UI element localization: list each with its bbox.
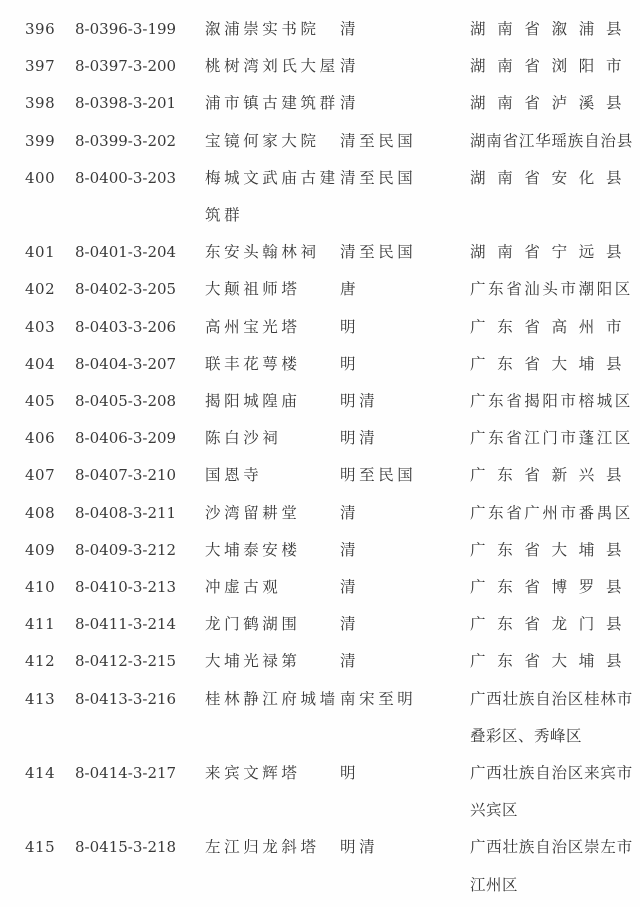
site-name-cell xyxy=(205,346,340,383)
site-location-cell xyxy=(470,160,640,197)
site-code: 8-0410-3-213 xyxy=(75,578,177,597)
row-number: 405 xyxy=(25,392,56,411)
site-code-cell xyxy=(75,309,205,346)
site-name-line: 大埔泰安楼 xyxy=(205,541,301,559)
site-era-cell xyxy=(340,495,470,532)
site-location-line: 广西壮族自治区桂林市 xyxy=(470,690,634,708)
row-number: 410 xyxy=(25,578,56,597)
site-location-cell xyxy=(470,48,640,85)
site-location-cell xyxy=(470,271,640,308)
site-code-cell xyxy=(75,123,205,160)
site-location-cell xyxy=(470,755,640,829)
row-number-cell xyxy=(25,643,75,680)
site-era-cell xyxy=(340,606,470,643)
site-location-line: 广西壮族自治区崇左市 xyxy=(470,839,634,857)
row-number-cell xyxy=(25,160,75,197)
site-name-line: 桃树湾刘氏大屋 xyxy=(205,58,339,76)
site-code: 8-0412-3-215 xyxy=(75,652,177,671)
site-name-line: 龙门鹤湖围 xyxy=(205,616,301,634)
site-era-cell xyxy=(340,681,470,718)
site-code: 8-0413-3-216 xyxy=(75,689,177,708)
site-name-cell xyxy=(205,643,340,680)
site-location-line: 广东省汕头市潮阳区 xyxy=(470,281,633,299)
site-era-cell xyxy=(340,123,470,160)
site-era-cell xyxy=(340,271,470,308)
site-code-cell xyxy=(75,643,205,680)
site-era: 明清 xyxy=(340,430,379,448)
site-era: 清 xyxy=(340,504,360,522)
site-location-cell xyxy=(470,569,640,606)
row-number: 409 xyxy=(25,540,56,559)
table-row xyxy=(25,309,640,346)
site-name-cell xyxy=(205,85,340,122)
site-era: 明至民国 xyxy=(340,467,417,485)
site-name-line: 溆浦崇实书院 xyxy=(205,21,320,38)
site-name-cell xyxy=(205,457,340,494)
site-code-cell xyxy=(75,532,205,569)
site-location-cell xyxy=(470,829,640,903)
table-row xyxy=(25,383,640,420)
site-name-line: 左江归龙斜塔 xyxy=(205,839,320,857)
site-code: 8-0405-3-208 xyxy=(75,392,177,411)
site-name-line: 揭阳城隍庙 xyxy=(205,393,301,411)
row-number: 401 xyxy=(25,243,56,262)
site-era-cell xyxy=(340,420,470,457)
site-era-cell xyxy=(340,829,470,866)
site-code-cell xyxy=(75,271,205,308)
site-era-cell xyxy=(340,569,470,606)
site-era: 清 xyxy=(340,95,360,113)
row-number-cell xyxy=(25,457,75,494)
site-code: 8-0415-3-218 xyxy=(75,838,177,857)
row-number-cell xyxy=(25,383,75,420)
site-era-cell xyxy=(340,11,470,48)
site-name-line: 联丰花萼楼 xyxy=(205,355,301,373)
site-location-cell xyxy=(470,495,640,532)
site-name-cell xyxy=(205,681,340,718)
site-location-line: 广东省高州市 xyxy=(470,318,634,336)
table-row xyxy=(25,234,640,271)
site-code-cell xyxy=(75,755,205,792)
site-code: 8-0399-3-202 xyxy=(75,131,177,150)
table-row xyxy=(25,346,640,383)
table-row xyxy=(25,160,640,234)
row-number-cell xyxy=(25,606,75,643)
site-location-line: 广东省博罗县 xyxy=(470,579,634,597)
site-era: 清 xyxy=(340,541,360,559)
site-era: 清 xyxy=(340,58,360,76)
row-number: 404 xyxy=(25,354,56,373)
site-era: 明清 xyxy=(340,839,379,857)
site-name-line: 来宾文辉塔 xyxy=(205,765,301,783)
site-name-cell xyxy=(205,755,340,792)
site-code: 8-0403-3-206 xyxy=(75,317,177,336)
site-location-line: 广东省龙门县 xyxy=(470,616,634,634)
site-code: 8-0407-3-210 xyxy=(75,466,177,485)
site-code: 8-0411-3-214 xyxy=(75,615,177,634)
site-code-cell xyxy=(75,457,205,494)
site-location-line: 广东省广州市番禺区 xyxy=(470,504,633,522)
site-name-cell xyxy=(205,569,340,606)
site-location-line: 广东省大埔县 xyxy=(470,355,634,373)
site-name-cell xyxy=(205,160,340,234)
site-name-cell xyxy=(205,495,340,532)
row-number-cell xyxy=(25,681,75,718)
row-number: 398 xyxy=(25,94,56,113)
site-location-line: 湖南省安化县 xyxy=(470,169,634,187)
site-location-cell xyxy=(470,11,640,48)
table-row xyxy=(25,420,640,457)
site-name-line: 宝镜何家大院 xyxy=(205,132,320,150)
row-number-cell xyxy=(25,569,75,606)
table-row xyxy=(25,755,640,829)
site-era-cell xyxy=(340,234,470,271)
site-location-cell xyxy=(470,234,640,271)
site-location-cell xyxy=(470,85,640,122)
site-code: 8-0396-3-199 xyxy=(75,20,177,38)
row-number-cell xyxy=(25,85,75,122)
table-row xyxy=(25,532,640,569)
row-number: 399 xyxy=(25,131,56,150)
site-name-cell xyxy=(205,271,340,308)
site-location-cell xyxy=(470,346,640,383)
site-era-cell xyxy=(340,160,470,197)
site-name-line: 桂林静江府城墙 xyxy=(205,690,339,708)
site-era-cell xyxy=(340,346,470,383)
site-code-cell xyxy=(75,829,205,866)
site-code-cell xyxy=(75,495,205,532)
site-code-cell xyxy=(75,569,205,606)
row-number: 408 xyxy=(25,503,56,522)
site-era-cell xyxy=(340,532,470,569)
row-number: 396 xyxy=(25,20,56,38)
site-code: 8-0402-3-205 xyxy=(75,280,177,299)
site-location-cell xyxy=(470,681,640,755)
table-row xyxy=(25,85,640,122)
site-location-line: 湖南省宁远县 xyxy=(470,244,634,262)
site-era: 明 xyxy=(340,318,360,336)
site-name-cell xyxy=(205,606,340,643)
site-era-cell xyxy=(340,457,470,494)
site-code: 8-0404-3-207 xyxy=(75,354,177,373)
heritage-table xyxy=(25,11,640,904)
site-location-cell xyxy=(470,383,640,420)
site-name-line: 大颠祖师塔 xyxy=(205,281,301,299)
site-location-line: 广西壮族自治区来宾市 xyxy=(470,765,634,783)
row-number-cell xyxy=(25,234,75,271)
site-code-cell xyxy=(75,420,205,457)
site-era-cell xyxy=(340,85,470,122)
site-name-cell xyxy=(205,234,340,271)
table-row xyxy=(25,457,640,494)
site-location-cell xyxy=(470,309,640,346)
row-number: 411 xyxy=(25,615,56,634)
site-code-cell xyxy=(75,606,205,643)
site-code: 8-0408-3-211 xyxy=(75,503,177,522)
site-name-line: 梅城文武庙古建 xyxy=(205,169,339,187)
table-row xyxy=(25,681,640,755)
site-era: 唐 xyxy=(340,281,360,299)
table-row xyxy=(25,829,640,903)
row-number: 413 xyxy=(25,689,56,708)
site-era: 明 xyxy=(340,355,360,373)
site-era: 清至民国 xyxy=(340,169,417,187)
site-name-line: 高州宝光塔 xyxy=(205,318,301,336)
table-row xyxy=(25,606,640,643)
site-location-line: 湖南省溆浦县 xyxy=(470,21,634,38)
site-era: 南宋至明 xyxy=(340,690,417,708)
row-number: 402 xyxy=(25,280,56,299)
site-name-cell xyxy=(205,123,340,160)
table-row xyxy=(25,643,640,680)
row-number-cell xyxy=(25,532,75,569)
row-number-cell xyxy=(25,495,75,532)
row-number-cell xyxy=(25,420,75,457)
row-number-cell xyxy=(25,271,75,308)
site-code-cell xyxy=(75,383,205,420)
site-name-line: 陈白沙祠 xyxy=(205,430,282,448)
site-name-cell xyxy=(205,309,340,346)
row-number-cell xyxy=(25,346,75,383)
site-location-line: 广东省江门市蓬江区 xyxy=(470,430,633,448)
site-era: 清 xyxy=(340,616,360,634)
site-code: 8-0414-3-217 xyxy=(75,764,177,783)
site-code: 8-0400-3-203 xyxy=(75,168,177,187)
site-era: 清至民国 xyxy=(340,132,417,150)
row-number: 412 xyxy=(25,652,56,671)
site-era-cell xyxy=(340,643,470,680)
site-location-cell xyxy=(470,606,640,643)
row-number-cell xyxy=(25,123,75,160)
site-location-line: 广东省新兴县 xyxy=(470,467,634,485)
row-number: 414 xyxy=(25,764,56,783)
site-name-line: 国恩寺 xyxy=(205,467,263,485)
row-number: 407 xyxy=(25,466,56,485)
site-name-line: 筑群 xyxy=(205,207,244,225)
site-location-cell xyxy=(470,420,640,457)
site-code: 8-0409-3-212 xyxy=(75,540,177,559)
site-era: 明清 xyxy=(340,393,379,411)
site-code: 8-0397-3-200 xyxy=(75,57,177,76)
site-location-line: 湖南省泸溪县 xyxy=(470,95,634,113)
site-location-line: 湖南省江华瑶族自治县 xyxy=(470,132,634,150)
site-location-line: 广东省揭阳市榕城区 xyxy=(470,393,633,411)
row-number: 406 xyxy=(25,429,56,448)
site-code: 8-0401-3-204 xyxy=(75,243,177,262)
site-code-cell xyxy=(75,11,205,48)
site-era: 清 xyxy=(340,653,360,671)
table-row xyxy=(25,123,640,160)
site-location-line: 湖南省浏阳市 xyxy=(470,58,634,76)
table-row xyxy=(25,11,640,48)
site-era: 清至民国 xyxy=(340,244,417,262)
site-location-line: 江州区 xyxy=(470,876,519,894)
site-code-cell xyxy=(75,160,205,197)
site-location-line: 广东省大埔县 xyxy=(470,653,634,671)
site-era-cell xyxy=(340,383,470,420)
row-number-cell xyxy=(25,11,75,48)
site-name-line: 大埔光禄第 xyxy=(205,653,301,671)
table-row xyxy=(25,569,640,606)
row-number-cell xyxy=(25,829,75,866)
site-location-cell xyxy=(470,532,640,569)
site-location-line: 兴宾区 xyxy=(470,802,519,820)
site-name-cell xyxy=(205,48,340,85)
site-name-line: 沙湾留耕堂 xyxy=(205,504,301,522)
row-number: 397 xyxy=(25,57,56,76)
site-code-cell xyxy=(75,85,205,122)
site-era: 清 xyxy=(340,21,360,38)
site-code-cell xyxy=(75,346,205,383)
site-name-cell xyxy=(205,420,340,457)
site-name-cell xyxy=(205,383,340,420)
site-location-cell xyxy=(470,123,640,160)
site-name-line: 冲虚古观 xyxy=(205,579,282,597)
site-code: 8-0398-3-201 xyxy=(75,94,177,113)
row-number: 400 xyxy=(25,168,56,187)
table-row xyxy=(25,271,640,308)
site-era-cell xyxy=(340,48,470,85)
table-row xyxy=(25,48,640,85)
site-name-cell xyxy=(205,532,340,569)
site-code: 8-0406-3-209 xyxy=(75,429,177,448)
site-name-line: 浦市镇古建筑群 xyxy=(205,95,339,113)
site-name-cell xyxy=(205,829,340,866)
table-row xyxy=(25,495,640,532)
row-number: 403 xyxy=(25,317,56,336)
row-number: 415 xyxy=(25,838,56,857)
site-name-line: 东安头翰林祠 xyxy=(205,244,320,262)
site-code-cell xyxy=(75,681,205,718)
row-number-cell xyxy=(25,309,75,346)
site-era-cell xyxy=(340,755,470,792)
site-era-cell xyxy=(340,309,470,346)
site-location-line: 广东省大埔县 xyxy=(470,541,634,559)
site-code-cell xyxy=(75,48,205,85)
site-era: 明 xyxy=(340,765,360,783)
row-number-cell xyxy=(25,755,75,792)
row-number-cell xyxy=(25,48,75,85)
site-era: 清 xyxy=(340,579,360,597)
site-code-cell xyxy=(75,234,205,271)
site-location-cell xyxy=(470,643,640,680)
site-location-line: 叠彩区、秀峰区 xyxy=(470,727,583,745)
site-name-cell xyxy=(205,11,340,48)
site-location-cell xyxy=(470,457,640,494)
